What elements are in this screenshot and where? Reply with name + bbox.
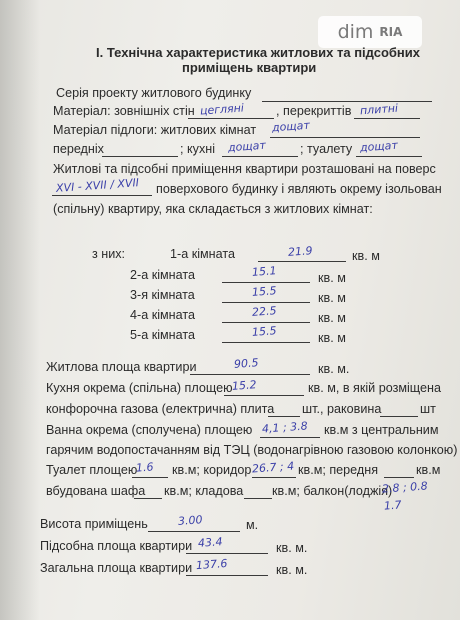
floor-line xyxy=(270,137,420,138)
watermark-brand: dim xyxy=(337,21,374,43)
balcony-value: 2.8 ; 0.8 xyxy=(381,479,429,496)
room-2-value: 15.1 xyxy=(251,264,277,279)
hall-label: кв.м; передня xyxy=(298,463,379,477)
bath-suffix: кв.м з центральним xyxy=(324,423,439,437)
toilet-line xyxy=(356,156,422,157)
room-1-value: 21.9 xyxy=(287,244,313,259)
wardrobe-line xyxy=(134,498,162,499)
height-line xyxy=(148,531,240,532)
walls-value: цегляні xyxy=(199,101,245,118)
room-1-unit: кв. м xyxy=(352,249,380,263)
room-2-label: 2-а кімната xyxy=(130,268,195,282)
room-4-unit: кв. м xyxy=(318,311,346,325)
room-3-label: 3-я кімната xyxy=(130,288,195,302)
location-floors-line xyxy=(52,195,152,196)
room-5-line xyxy=(222,342,310,343)
bath-label: Ванна окрема (сполучена) площею xyxy=(46,423,253,437)
bath-value: 4,1 ; 3.8 xyxy=(261,419,309,436)
aux-area-line xyxy=(186,553,268,554)
room-2-line xyxy=(222,282,310,283)
series-line xyxy=(262,101,432,102)
room-3-line xyxy=(222,302,310,303)
storage-line xyxy=(244,498,272,499)
aux-area-label: Підсобна площа квартири xyxy=(40,539,193,553)
room-5-label: 5-а кімната xyxy=(130,328,195,342)
sink-line xyxy=(380,416,418,417)
room-1-label: 1-а кімната xyxy=(170,247,235,261)
storage-label: кв.м; кладова xyxy=(164,484,244,498)
kitchen-area-value: 15.2 xyxy=(231,378,257,393)
room-4-value: 22.5 xyxy=(251,304,277,319)
hallway-label: передніх xyxy=(53,142,104,156)
walls-label: Матеріал: зовнішніх стін xyxy=(53,104,195,118)
section-title: I. Технічна характеристика житлових та підсобних xyxy=(96,45,421,60)
floor-label: Матеріал підлоги: житлових кімнат xyxy=(53,123,257,137)
room-3-unit: кв. м xyxy=(318,291,346,305)
living-area-line xyxy=(190,374,310,375)
corridor-value: 26.7 ; 4 xyxy=(251,459,295,476)
room-1-line xyxy=(258,261,346,262)
location-line-3: (спільну) квартиру, яка складається з житлових кімнат: xyxy=(53,202,373,216)
kitchen-label: ; кухні xyxy=(180,142,215,156)
walls-line xyxy=(188,118,274,119)
floor-value: дощат xyxy=(271,118,311,135)
toilet-value: дощат xyxy=(359,138,399,155)
corridor-label: кв.м; коридор xyxy=(172,463,252,477)
toilet-area-line xyxy=(132,477,168,478)
sink-pcs: шт xyxy=(420,402,436,416)
ceilings-value: плитні xyxy=(359,101,399,118)
kitchen-area-suffix: кв. м, в якій розміщена xyxy=(308,381,441,395)
kitchen-value: дощат xyxy=(227,138,267,155)
of-them-label: з них: xyxy=(92,247,126,261)
room-4-line xyxy=(222,322,310,323)
aux-area-unit: кв. м. xyxy=(276,541,308,555)
ceilings-line xyxy=(354,118,420,119)
location-line-1: Житлові та підсобні приміщення квартири розташовані на поверс xyxy=(53,162,436,176)
room-3-value: 15.5 xyxy=(251,284,277,299)
ceilings-label: , перекриттів xyxy=(276,104,352,118)
hotwater-line: гарячим водопостачанням від ТЭЦ (водонагрівною газовою колонкою) xyxy=(46,443,458,457)
section-title-2: приміщень квартири xyxy=(182,60,317,75)
room-4-label: 4-а кімната xyxy=(130,308,195,322)
total-area-unit: кв. м. xyxy=(276,563,308,577)
sink-label: шт., раковина xyxy=(302,402,382,416)
kitchen-area-label: Кухня окрема (спільна) площею xyxy=(46,381,233,395)
room-5-unit: кв. м xyxy=(318,331,346,345)
height-label: Висота приміщень xyxy=(40,517,148,531)
aux-area-value: 43.4 xyxy=(197,535,223,550)
balcony-label: кв.м; балкон(лоджія) xyxy=(272,484,393,498)
kitchen-line xyxy=(222,156,298,157)
wardrobe-label: вбудована шафа xyxy=(46,484,146,498)
toilet-label: ; туалету xyxy=(300,142,353,156)
total-area-line xyxy=(186,575,268,576)
series-label: Серія проекту житлового будинку xyxy=(56,86,252,100)
hallway-line xyxy=(102,156,178,157)
corridor-line xyxy=(252,477,296,478)
room-5-value: 15.5 xyxy=(251,324,277,339)
hall-unit: кв.м xyxy=(416,463,441,477)
total-area-value: 137.6 xyxy=(195,556,228,573)
hall-line xyxy=(384,477,414,478)
height-value: 3.00 xyxy=(177,513,203,528)
total-area-label: Загальна площа квартири xyxy=(40,561,193,575)
toilet-area-value: 1.6 xyxy=(135,460,154,475)
room-2-unit: кв. м xyxy=(318,271,346,285)
watermark-logo xyxy=(318,16,422,48)
toilet-area-label: Туалет площею xyxy=(46,463,138,477)
watermark-sub: RIA xyxy=(379,25,403,39)
page-shadow xyxy=(0,0,40,620)
living-area-label: Житлова площа квартири xyxy=(46,360,197,374)
living-area-unit: кв. м. xyxy=(318,362,350,376)
location-line-2: поверхового будинку і являють окрему ізольован xyxy=(156,182,442,196)
stove-line xyxy=(268,416,300,417)
living-area-value: 90.5 xyxy=(233,356,259,371)
location-floors-value: XVI - XVII / XVII xyxy=(55,176,140,195)
stove-label: конфорочна газова (електрична) плита xyxy=(46,402,275,416)
height-unit: м. xyxy=(246,518,259,532)
kitchen-area-line xyxy=(224,395,304,396)
balcony-extra: 1.7 xyxy=(383,498,402,513)
bath-line xyxy=(260,437,320,438)
